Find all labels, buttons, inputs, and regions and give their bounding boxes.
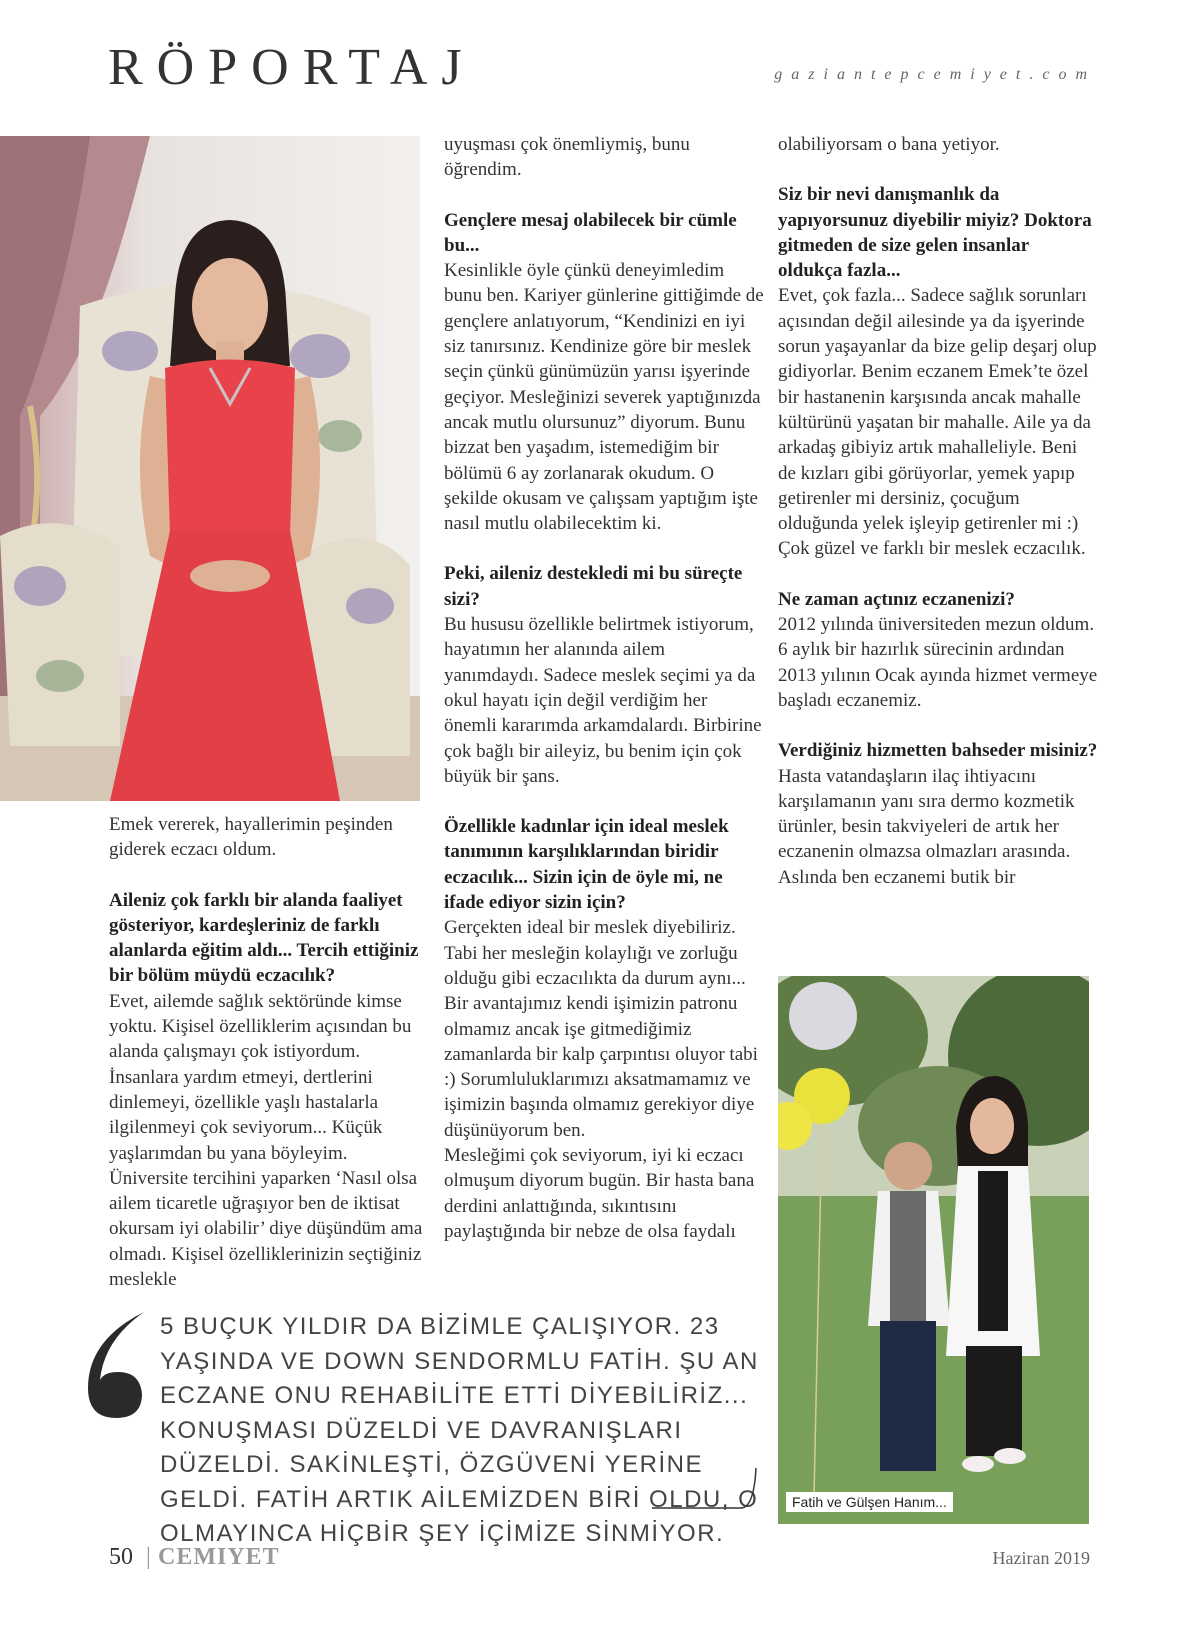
team-illustration — [778, 976, 1089, 1524]
question-heading: Ne zaman açtınız eczanenizi? — [778, 588, 1015, 610]
answer-text: Gerçekten ideal bir meslek diyebiliriz. Tabi her mesleğin kolaylığı ve zorluğu olduğu gibi eczacılıkta da durum aynı... Bir avantajımız kendi işimizin patronu olmamız ancak işe gitmediğimiz zamanlarda bir kalp çarpıntısı oluyor tabi :) Sorumluluklarımızı aksatmamamız ve işimizin başında olmamız gerekiyor diye düşünüyorum ben. — [444, 917, 758, 1141]
question-heading: Peki, aileniz destekledi mi bu süreçte sizi? — [444, 563, 743, 610]
answer-text: uyuşması çok önemliymiş, bunu öğrendim. — [444, 134, 690, 181]
quote-underline-decoration — [650, 1466, 760, 1512]
answer-text: Bu hususu özellikle belirtmek istiyorum, hayatımın her alanında ailem yanımdaydı. Sadece meslek seçimi ya da okul hayatı için değil verdiğim her önemli kararımda arkamdalardı. Birbirine çok bağlı bir aileyiz, bu benim için çok büyük bir şans. — [444, 614, 762, 787]
team-photo — [778, 976, 1089, 1524]
question-heading: Siz bir nevi danışmanlık da yapıyorsunuz diyebilir miyiz? Doktora gitmeden de size gelen insanlar oldukça fazla... — [778, 184, 1092, 282]
footer-separator: | — [146, 1544, 151, 1570]
answer-text: olabiliyorsam o bana yetiyor. — [778, 134, 1000, 155]
pull-quote: 5 BUÇUK YILDIR DA BİZİMLE ÇALIŞIYOR. 23 YAŞINDA VE DOWN SENDORMLU FATİH. ŞU AN ECZANE ONU REHABİLİTE ETTİ DİYEBİLİRİZ... KONUŞMASI DÜZELDİ VE DAVRANIŞLARI DÜZELDİ. SAKİNLEŞTİ, ÖZGÜVENİ YERİNE GELDİ. FATİH ARTIK AİLEMİZDEN BİRİ OLDU, O OLMAYINCA HİÇBİR ŞEY İÇİMİZE SİNMİYOR. — [160, 1313, 759, 1547]
question-heading: Verdiğiniz hizmetten bahseder misiniz? — [778, 740, 1098, 762]
section-title: RÖPORTAJ — [108, 39, 476, 96]
question-heading: Aileniz çok farklı bir alanda faaliyet gösteriyor, kardeşleriniz de farklı alanlarda eğitim aldı... Tercih ettiğiniz bir bölüm müydü eczacılık? — [109, 889, 419, 987]
portrait-illustration — [0, 136, 420, 801]
issue-date: Haziran 2019 — [992, 1548, 1090, 1568]
quote-mark-icon — [86, 1310, 148, 1420]
site-url: gaziantepcemiyet.com — [774, 66, 1096, 83]
answer-text: Evet, ailemde sağlık sektöründe kimse yoktu. Kişisel özelliklerim açısından bu alanda çalışmayı çok istiyordum. İnsanlara yardım etmeyi, dertlerini dinlemeyi, özellikle yaşlı hastalarla ilgilenmeyi çok seviyorum... Küçük yaşlarımdan bu yana böyleyim. Üniversite tercihini yaparken ‘Nasıl olsa ailem ticaretle uğraşıyor ben de iktisat okursam iyi olabilir’ diye düşündüm ama olmadı. Kişisel özelliklerinizin seçtiğiniz meslekle — [109, 990, 423, 1291]
column-left — [109, 812, 429, 1292]
answer-text: 2012 yılında üniversiteden mezun oldum. 6 aylık bir hazırlık sürecinin ardından 2013 yılının Ocak ayında hizmet vermeye başladı eczanemiz. — [778, 614, 1098, 711]
photo-caption: Fatih ve Gülşen Hanım... — [786, 1492, 953, 1512]
intro-text: Emek vererek, hayallerimin peşinden giderek eczacı oldum. — [109, 814, 393, 861]
answer-text: Evet, çok fazla... Sadece sağlık sorunları açısından değil ailesinde ya da işyerinde sorun yaşayanlar da bize gelip deşarj olup gidiyorlar. Benim eczanem Emek’te özel bir hastanenin karşısında ancak mahalle kültürünü yaşatan bir mahalle. Aile ya da arkadaş gibiyiz artık mahalleliyle. Beni de kızları gibi görüyorlar, yemek yapıp getirenler mi dersiniz, çocuğum olduğunda yelek işleyip getirenler mi :) Çok güzel ve farklı bir meslek eczacılık. — [778, 285, 1097, 560]
magazine-brand: CEMIYET — [158, 1544, 280, 1570]
answer-text: Kesinlikle öyle çünkü deneyimledim bunu ben. Kariyer günlerine gittiğimde de gençlere anlatıyorum, “Kendinizi en iyi siz tanırsınız. Kendinize göre bir meslek seçin çünkü günümüzün yarısı işyerinde geçiyor. Mesleğinizi severek yaptığınızda ancak mutlu olursunuz” diyorum. Bunu bizzat ben yaşadım, istemediğim bir bölümü 6 ay zorlanarak okudum. O şekilde okusam ve çalışsam yaptığım işte nasıl mutlu olabilecektim ki. — [444, 260, 764, 535]
answer-text: Mesleğimi çok seviyorum, iyi ki eczacı olmuşum diyorum bugün. Bir hasta bana derdini anlattığında, sıkıntısını paylaştığında bir nebze de olsa faydalı — [444, 1144, 755, 1242]
answer-text: Hasta vatandaşların ilaç ihtiyacını karşılamanın yanı sıra dermo kozmetik ürünler, besin takviyeleri de artık her eczanenin olmazsa olmazları arasında. Aslında ben eczanemi butik bir — [778, 765, 1075, 888]
column-right — [778, 132, 1098, 890]
column-middle — [444, 132, 764, 1244]
portrait-photo — [0, 136, 420, 801]
question-heading: Gençlere mesaj olabilecek bir cümle bu... — [444, 209, 737, 256]
question-heading: Özellikle kadınlar için ideal meslek tanımının karşılıklarından biridir eczacılık... Sizin için de öyle mi, ne ifade ediyor sizin için? — [444, 816, 729, 914]
page-number: 50 — [109, 1544, 133, 1570]
